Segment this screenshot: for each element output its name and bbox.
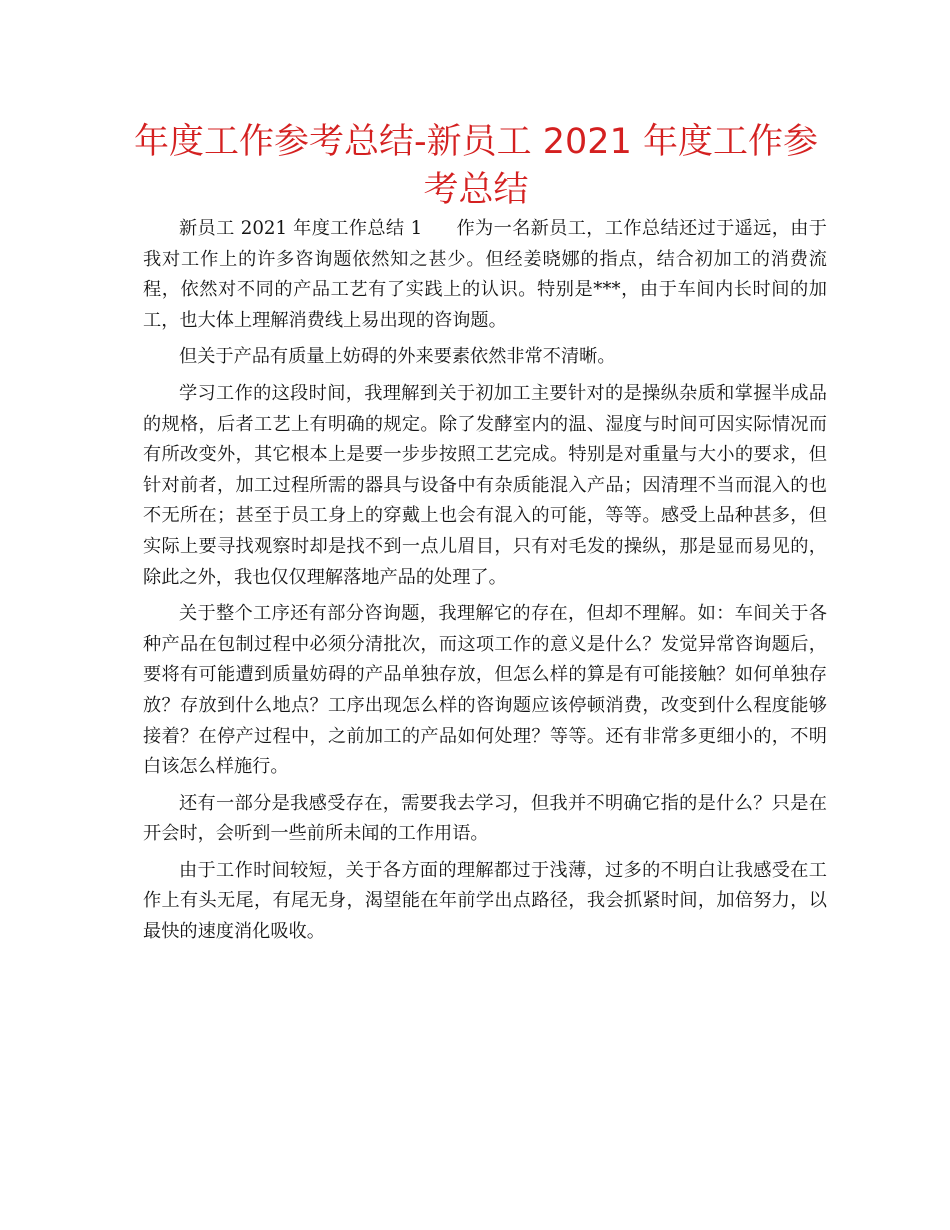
document-body <box>143 214 827 954</box>
paragraph-4: 关于整个工序还有部分咨询题，我理解它的存在，但却不理解。如：车间关于各种产品在包制过程中必须分清批次，而这项工作的意义是什么？发觉异常咨询题后，要将有可能遭到质量妨碍的产品单独存放，但怎么样的算是有可能接触？如何单独存放？存放到什么地点？工序出现怎么样的咨询题应该停顿消费，改变到什么程度能够接着？在停产过程中，之前加工的产品如何处理？等等。还有非常多更细小的，不明白该怎么样施行。 <box>143 603 827 778</box>
paragraph-3: 学习工作的这段时间，我理解到关于初加工主要针对的是操纵杂质和掌握半成品的规格，后者工艺上有明确的规定。除了发酵室内的温、湿度与时间可因实际情况而有所改变外，其它根本上是要一步步按照工艺完成。特别是对重量与大小的要求，但针对前者，加工过程所需的器具与设备中有杂质能混入产品；因清理不当而混入的也不无所在；甚至于员工身上的穿戴上也会有混入的可能，等等。感受上品种甚多，但实际上要寻找观察时却是找不到一点儿眉目，只有对毛发的操纵，那是显而易见的，除此之外，我也仅仅理解落地产品的处理了。 <box>143 382 827 588</box>
document-title: 年度工作参考总结-新员工 2021 年度工作参考总结 <box>134 122 818 210</box>
paragraph-6: 由于工作时间较短，关于各方面的理解都过于浅薄，过多的不明白让我感受在工作上有头无尾，有尾无身，渴望能在年前学出点路径，我会抓紧时间，加倍努力，以最快的速度消化吸收。 <box>143 859 827 943</box>
section-heading: 新员工 2021 年度工作总结 1 <box>179 218 423 239</box>
paragraph-1-text: 作为一名新员工，工作总结还过于遥远，由于我对工作上的许多咨询题依然知之甚少。但经姜晓娜的指点，结合初加工的消费流程，依然对不同的产品工艺有了实践上的认识。特别是***，由于车间内长时间的加工，也大体上理解消费线上易出现的咨询题。 <box>143 218 827 331</box>
paragraph-2: 但关于产品有质量上妨碍的外来要素依然非常不清晰。 <box>179 346 616 368</box>
paragraph-1 <box>143 214 827 336</box>
paragraph-5: 还有一部分是我感受存在，需要我去学习，但我并不明确它指的是什么？只是在开会时，会听到一些前所未闻的工作用语。 <box>143 792 827 845</box>
